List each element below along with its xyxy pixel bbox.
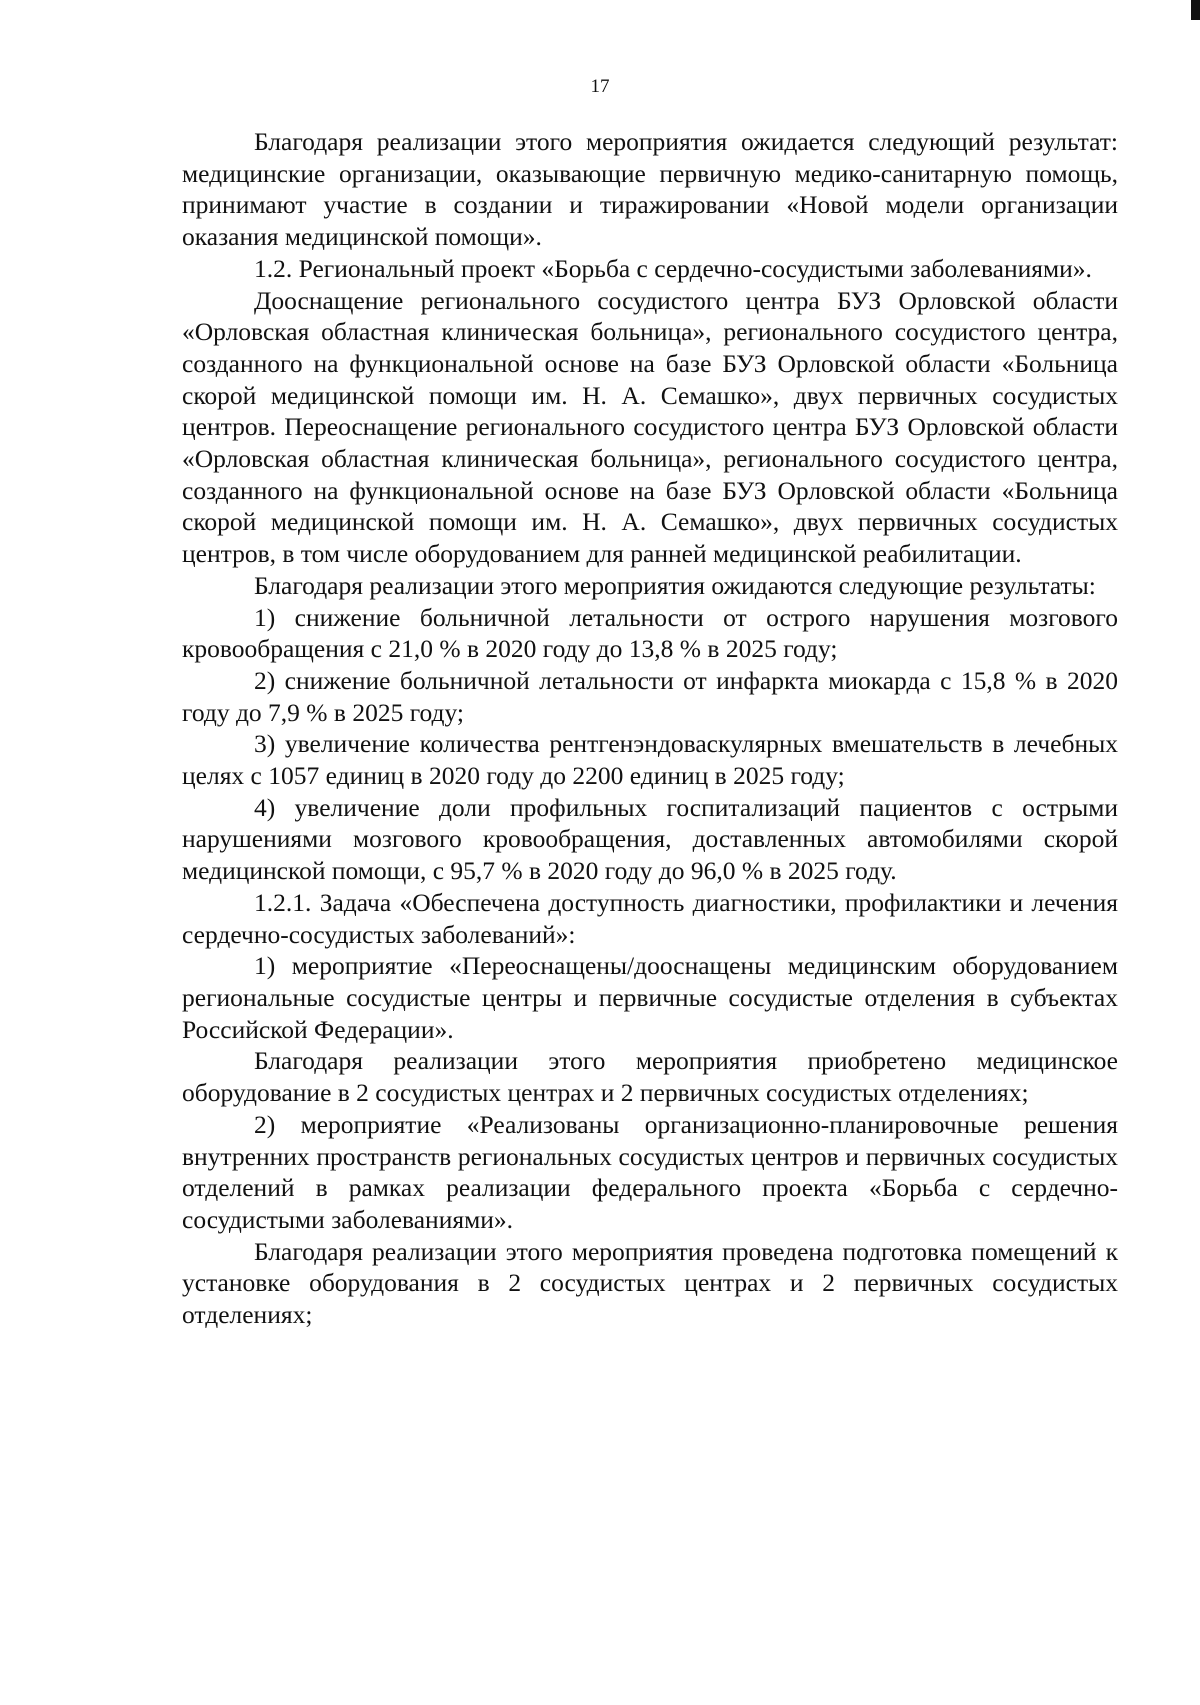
paragraph-equipment-upgrade: Дооснащение регионального сосудистого центра БУЗ Орловской области «Орловская областная клиническая больница», регионального сосудистого центра, созданного на функциональной основе на базе БУЗ Орловской области «Больница скорой медицинской помощи им. Н. А. Семашко», двух первичных сосудистых центров. Переоснащение регионального сосудистого центра БУЗ Орловской области «Орловская областная клиническая больница», регионального сосудистого центра, созданного на функциональной основе на базе БУЗ Орловской области «Больница скорой медицинской помощи им. Н. А. Семашко», двух первичных сосудистых центров, в том числе оборудованием для ранней медицинской реабилитации. xyxy=(182,285,1118,569)
list-item-stroke-mortality: 1) снижение больничной летальности от острого нарушения мозгового кровообращения с 21,0 % в 2020 году до 13,8 % в 2025 году; xyxy=(182,602,1118,664)
list-item-planning-solutions: 2) мероприятие «Реализованы организационно-планировочные решения внутренних пространств региональных сосудистых центров и первичных сосудистых отделений в рамках реализации федерального проекта «Борьба с сердечно-сосудистыми заболеваниями». xyxy=(182,1109,1118,1234)
paragraph-premises-prepared: Благодаря реализации этого мероприятия проведена подготовка помещений к установке оборудования в 2 сосудистых центрах и 2 первичных сосудистых отделениях; xyxy=(182,1236,1118,1330)
list-item-endovascular-interventions: 3) увеличение количества рентгенэндоваскулярных вмешательств в лечебных целях с 1057 единиц в 2020 году до 2200 единиц в 2025 году; xyxy=(182,729,1118,791)
document-body xyxy=(182,126,1118,1331)
page-number: 17 xyxy=(590,76,610,97)
paragraph-expected-results-intro: Благодаря реализации этого мероприятия ожидаются следующие результаты: xyxy=(254,570,1096,600)
list-item-reequipment-activity: 1) мероприятие «Переоснащены/дооснащены медицинским оборудованием региональные сосудистые центры и первичные сосудистые отделения в субъектах Российской Федерации». xyxy=(182,951,1118,1044)
paragraph-equipment-purchased: Благодаря реализации этого мероприятия приобретено медицинское оборудование в 2 сосудистых центрах и 2 первичных сосудистых отделениях; xyxy=(182,1046,1118,1108)
scan-corner-mark xyxy=(1191,0,1200,20)
paragraph-result-new-model: Благодаря реализации этого мероприятия ожидается следующий результат: медицинские организации, оказывающие первичную медико-санитарную помощь, принимают участие в создании и тиражировании «Новой модели организации оказания медицинской помощи». xyxy=(182,127,1118,252)
paragraph-regional-project-heading: 1.2. Региональный проект «Борьба с сердечно-сосудистыми заболеваниями». xyxy=(254,253,1092,283)
paragraph-task-heading: 1.2.1. Задача «Обеспечена доступность диагностики, профилактики и лечения сердечно-сосудистых заболеваний»: xyxy=(182,887,1118,949)
list-item-infarction-mortality: 2) снижение больничной летальности от инфаркта миокарда с 15,8 % в 2020 году до 7,9 % в 2025 году; xyxy=(182,665,1118,727)
list-item-hospitalization-share: 4) увеличение доли профильных госпитализаций пациентов с острыми нарушениями мозгового кровообращения, доставленных автомобилями скорой медицинской помощи, с 95,7 % в 2020 году до 96,0 % в 2025 году. xyxy=(182,792,1118,886)
